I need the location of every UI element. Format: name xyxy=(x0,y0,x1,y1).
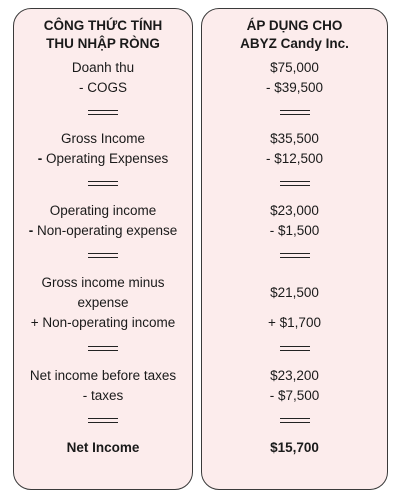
value-operating-income: $23,000 xyxy=(270,203,319,218)
separator-lines xyxy=(280,110,310,115)
formula-revenue: Doanh thu xyxy=(71,60,135,75)
value-non-operating-expense: - $1,500 xyxy=(269,223,320,238)
formula-non-operating-income: + Non-operating income xyxy=(30,315,176,330)
minus-sign: - xyxy=(37,151,43,166)
formula-gross-income: Gross Income xyxy=(60,131,146,146)
value-taxes: - $7,500 xyxy=(269,388,320,403)
formula-taxes: - taxes xyxy=(82,388,124,403)
formula-header xyxy=(14,17,192,53)
separator-lines xyxy=(88,181,118,186)
application-header xyxy=(202,17,387,53)
formula-panel xyxy=(13,8,193,490)
separator-lines xyxy=(88,253,118,258)
formula-expense: expense xyxy=(77,295,129,310)
application-panel xyxy=(201,8,388,490)
value-net-income: $15,700 xyxy=(270,440,319,455)
formula-title-line-2: THU NHẬP RÒNG xyxy=(46,36,160,51)
formula-non-operating-expense xyxy=(14,222,192,240)
formula-operating-income: Operating income xyxy=(49,203,157,218)
separator-lines xyxy=(280,346,310,351)
formula-net-income: Net Income xyxy=(66,440,140,455)
value-gross-income-minus-expense: $21,500 xyxy=(270,285,319,300)
minus-sign: - xyxy=(28,223,34,238)
formula-title-line-1: CÔNG THỨC TÍNH xyxy=(43,18,163,33)
separator-lines xyxy=(88,418,118,423)
separator-lines xyxy=(280,253,310,258)
non-operating-expense-label: Non-operating expense xyxy=(36,223,178,238)
value-operating-expenses: - $12,500 xyxy=(265,151,324,166)
formula-gross-income-minus: Gross income minus xyxy=(41,275,165,290)
application-title-line-1: ÁP DỤNG CHO xyxy=(246,18,343,33)
value-revenue: $75,000 xyxy=(270,60,319,75)
separator-lines xyxy=(88,110,118,115)
separator-lines xyxy=(280,181,310,186)
formula-operating-expenses xyxy=(14,150,192,168)
value-gross-income: $35,500 xyxy=(270,131,319,146)
separator-lines xyxy=(88,346,118,351)
value-non-operating-income: + $1,700 xyxy=(268,315,321,330)
formula-cogs: - COGS xyxy=(78,80,127,95)
application-title-line-2: ABYZ Candy Inc. xyxy=(240,36,349,51)
value-net-income-before-taxes: $23,200 xyxy=(270,368,319,383)
operating-expenses-label: Operating Expenses xyxy=(45,151,169,166)
separator-lines xyxy=(280,418,310,423)
formula-net-income-before-taxes: Net income before taxes xyxy=(29,368,177,383)
value-cogs: - $39,500 xyxy=(265,80,324,95)
